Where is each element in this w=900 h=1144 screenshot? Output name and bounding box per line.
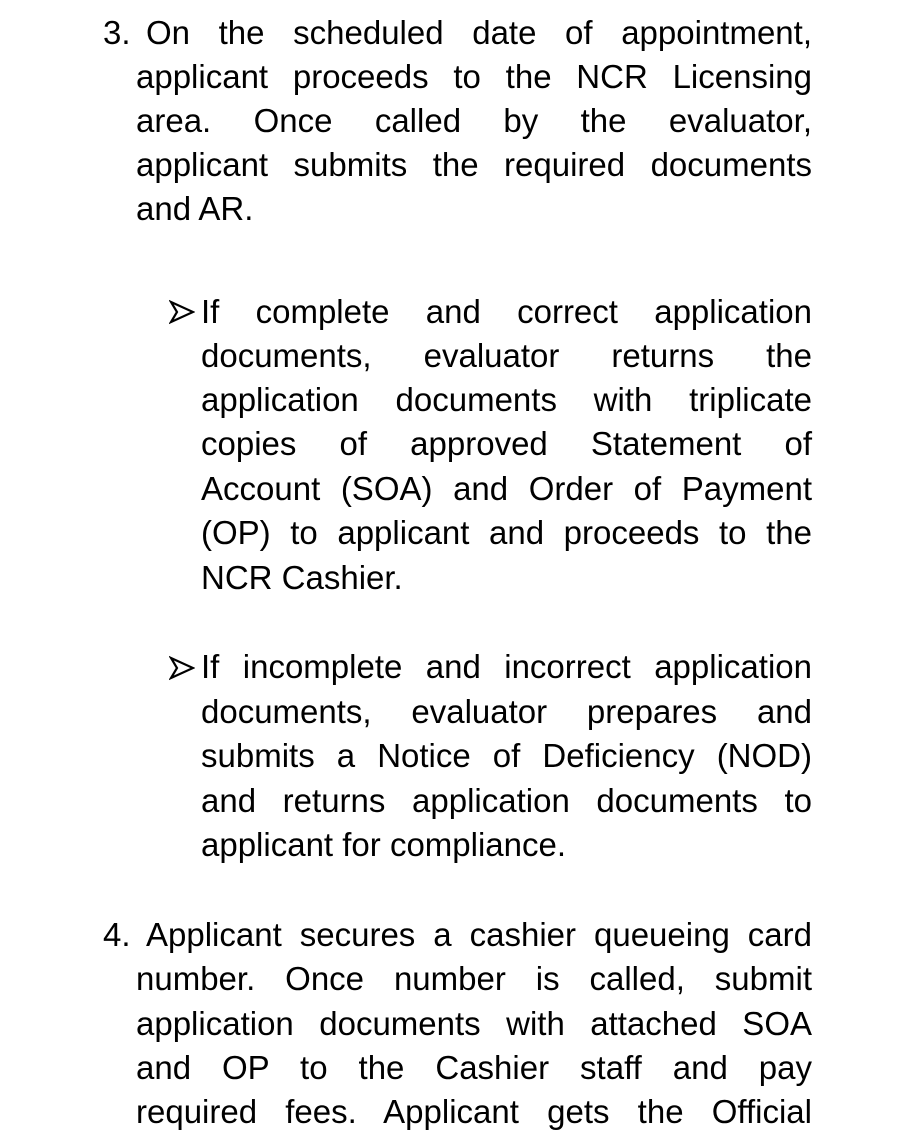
paragraph-line: Applicant secures a cashier queueing card bbox=[146, 916, 812, 953]
bullet-line: If incomplete and incorrect application bbox=[201, 648, 812, 685]
item-number: 4. bbox=[103, 916, 131, 953]
paragraph-line: area. Once called by the evaluator, bbox=[136, 102, 812, 139]
bullet-line: copies of approved Statement of bbox=[201, 425, 812, 462]
paragraph-line: and AR. bbox=[136, 190, 254, 227]
bullet-line: documents, evaluator prepares and bbox=[201, 693, 812, 730]
bullet-line: (OP) to applicant and proceeds to the bbox=[201, 514, 812, 551]
paragraph-line: applicant proceeds to the NCR Licensing bbox=[136, 58, 812, 95]
paragraph-line: application documents with attached SOA bbox=[136, 1005, 812, 1042]
bullet-line: If complete and correct application bbox=[201, 293, 812, 330]
paragraph-line: On the scheduled date of appointment, bbox=[146, 14, 812, 51]
paragraph-line: required fees. Applicant gets the Official bbox=[136, 1093, 812, 1130]
paragraph-line: applicant submits the required documents bbox=[136, 146, 812, 183]
bullet-line: Account (SOA) and Order of Payment bbox=[201, 470, 812, 507]
bullet-line: applicant for compliance. bbox=[201, 826, 567, 863]
bullet-line: application documents with triplicate bbox=[201, 381, 812, 418]
paragraph-line: number. Once number is called, submit bbox=[136, 960, 812, 997]
bullet-line: submits a Notice of Deficiency (NOD) bbox=[201, 737, 812, 774]
paragraph-line: and OP to the Cashier staff and pay bbox=[136, 1049, 812, 1086]
bullet-line: documents, evaluator returns the bbox=[201, 337, 812, 374]
arrow-bullet-icon bbox=[169, 299, 195, 325]
bullet-line: NCR Cashier. bbox=[201, 559, 403, 596]
bullet-line: and returns application documents to bbox=[201, 782, 812, 819]
arrow-bullet-icon bbox=[169, 655, 195, 681]
item-number: 3. bbox=[103, 14, 131, 51]
